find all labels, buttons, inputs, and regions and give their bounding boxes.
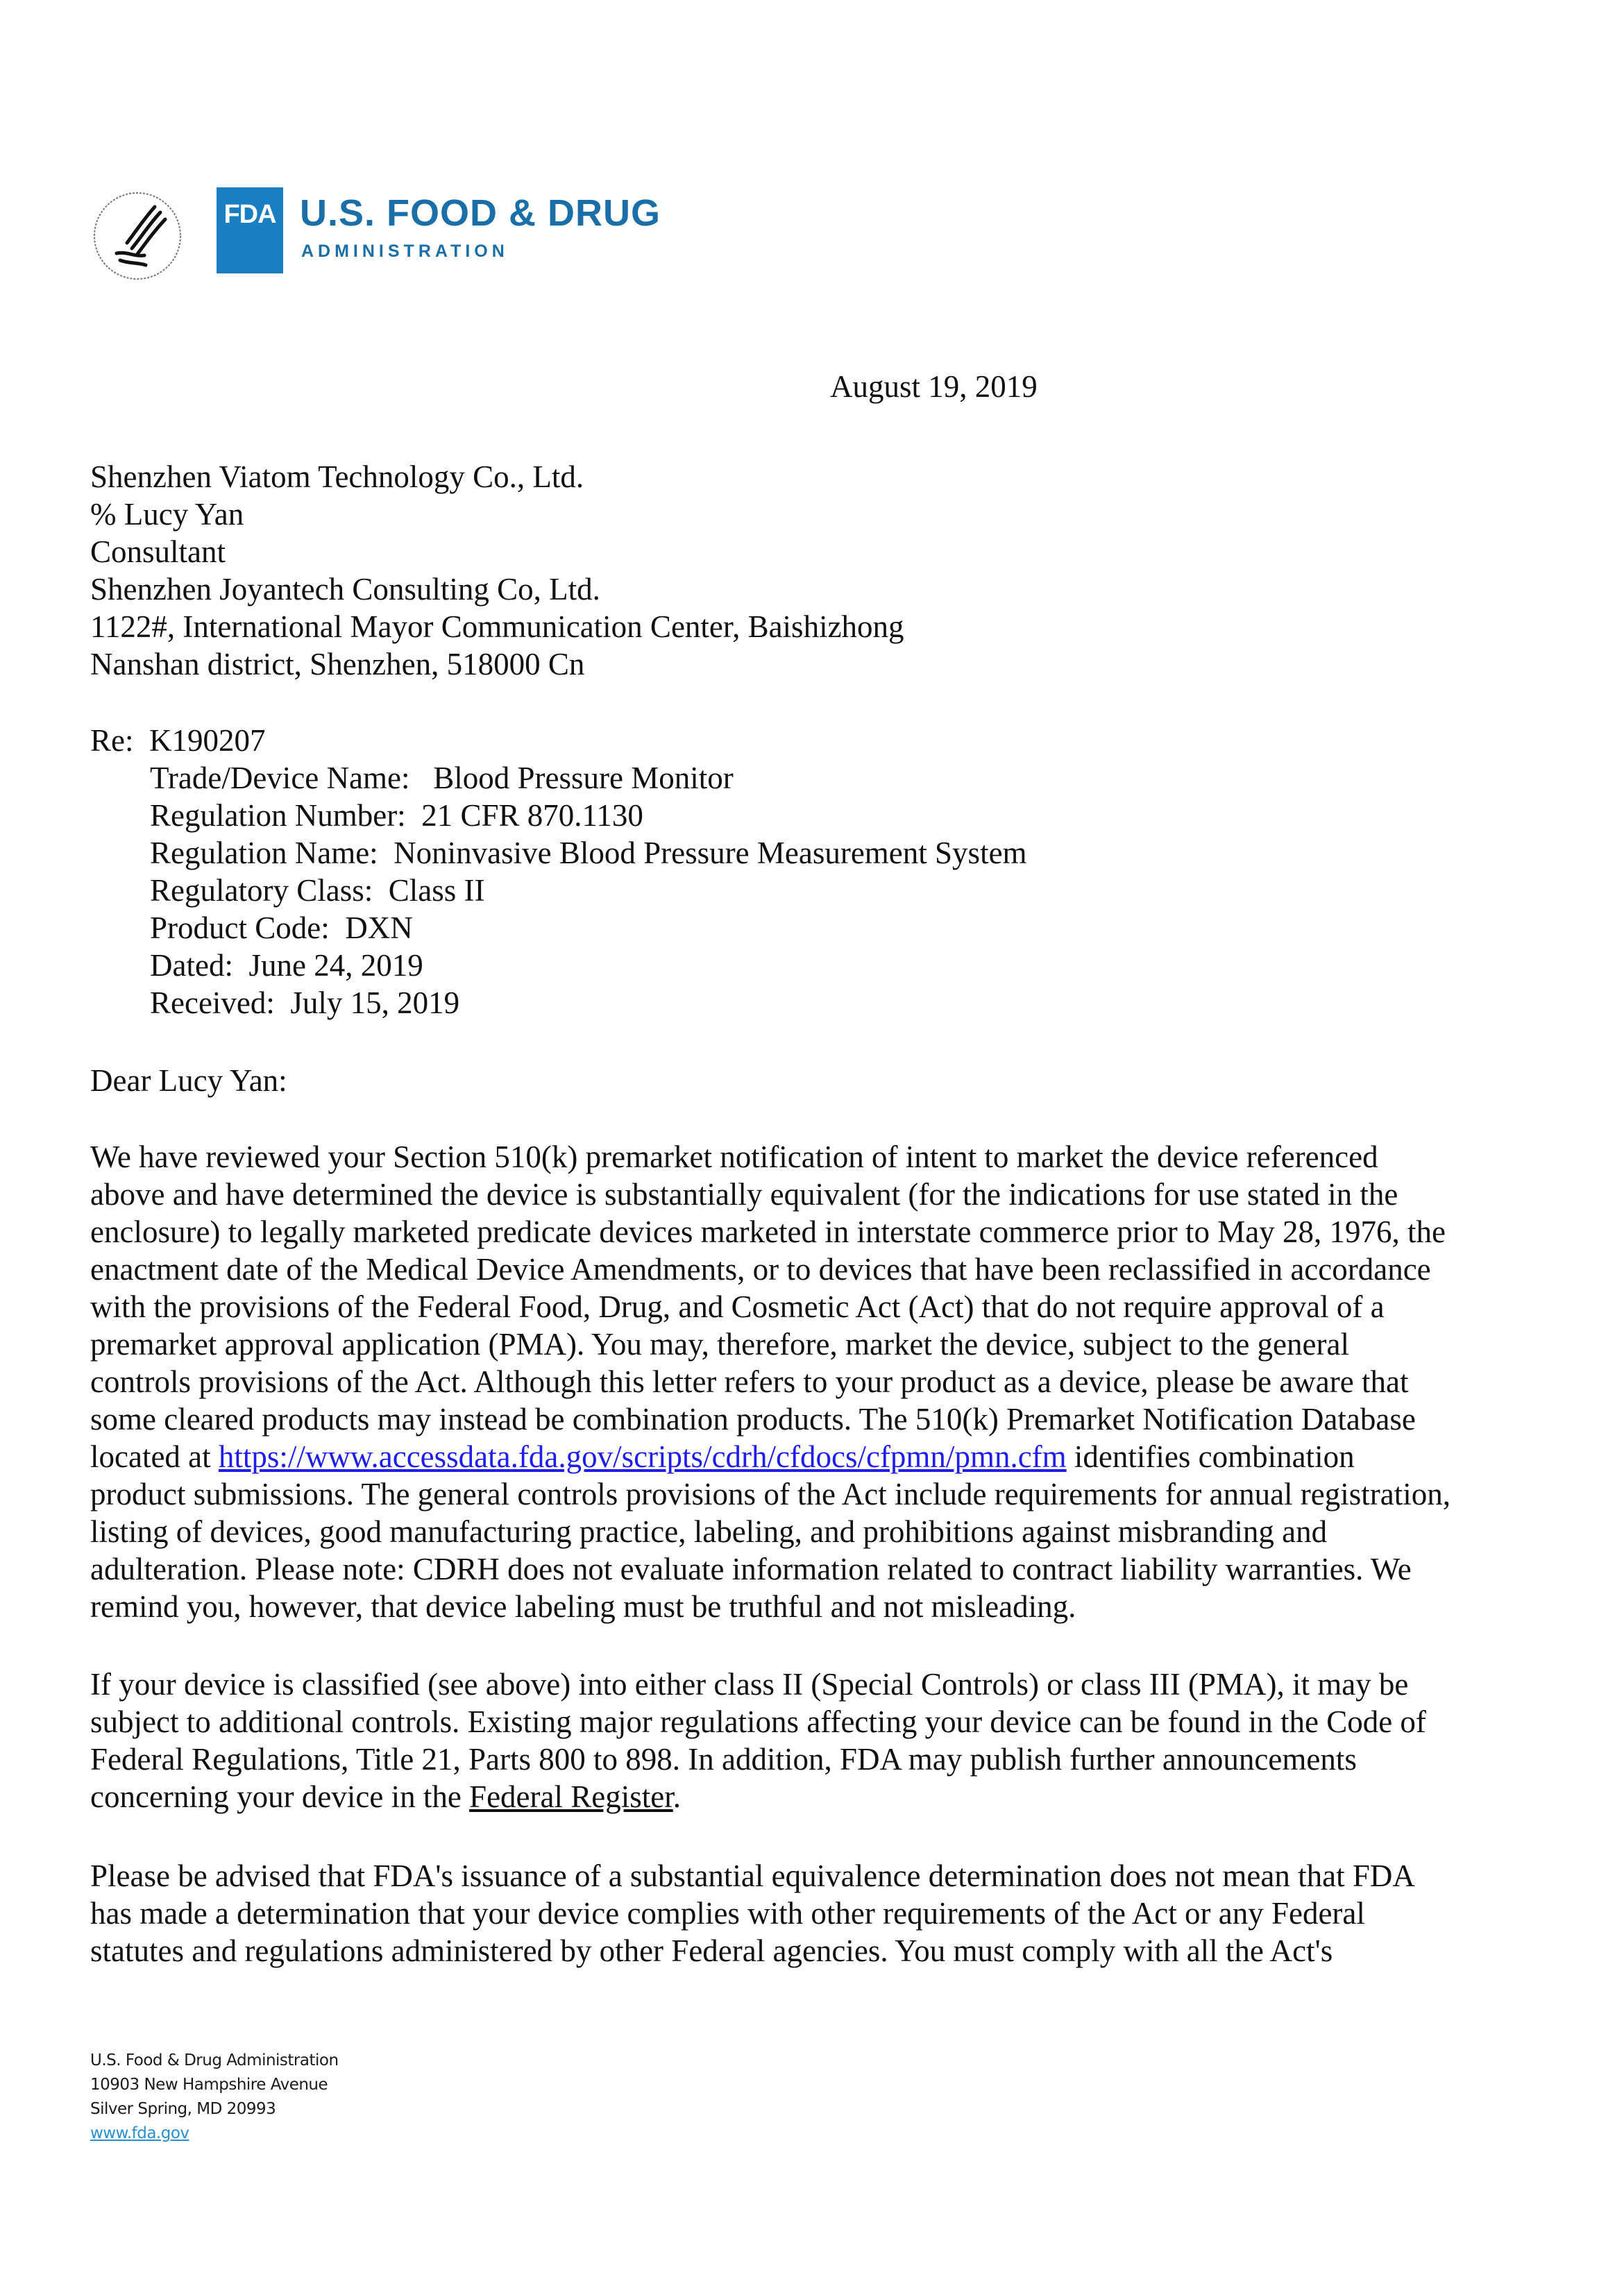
field-value: Noninvasive Blood Pressure Measurement System xyxy=(394,836,1027,870)
field-value: DXN xyxy=(345,911,413,945)
recipient-address xyxy=(90,458,904,683)
text-line: Please be advised that FDA's issuance of a substantial equivalence determination does not mean that FDA xyxy=(90,1858,1415,1893)
footer-line: Silver Spring, MD 20993 xyxy=(90,2100,276,2118)
address-line: Shenzhen Joyantech Consulting Co, Ltd. xyxy=(90,572,600,607)
text-line: premarket approval application (PMA). You may, therefore, market the device, subject to the general xyxy=(90,1327,1349,1362)
text-line: subject to additional controls. Existing major regulations affecting your device can be found in the Code of xyxy=(90,1704,1426,1739)
text-line: enclosure) to legally marketed predicate devices marketed in interstate commerce prior to May 28, 1976, the xyxy=(90,1214,1446,1249)
re-field xyxy=(90,797,1027,834)
fda-website-link[interactable]: www.fda.gov xyxy=(90,2124,189,2142)
field-value: June 24, 2019 xyxy=(248,948,423,983)
text-line: listing of devices, good manufacturing practice, labeling, and prohibitions against misbranding and xyxy=(90,1514,1328,1549)
k-number: K190207 xyxy=(149,723,266,758)
federal-register-reference: Federal Register xyxy=(469,1779,673,1814)
re-field xyxy=(90,909,1027,947)
fda-logo-text: FDA xyxy=(223,200,276,229)
salutation: Dear Lucy Yan: xyxy=(90,1063,287,1098)
address-line: Nanshan district, Shenzhen, 518000 Cn xyxy=(90,647,585,681)
re-field xyxy=(90,872,1027,909)
agency-name: U.S. FOOD & DRUG xyxy=(300,192,661,234)
footer-line: 10903 New Hampshire Avenue xyxy=(90,2076,328,2094)
address-line: 1122#, International Mayor Communication Center, Baishizhong xyxy=(90,609,904,644)
text-fragment: identifies combination xyxy=(1066,1439,1355,1474)
re-field xyxy=(90,947,1027,984)
field-value: July 15, 2019 xyxy=(290,985,460,1020)
hhs-eagle-seal-icon xyxy=(89,187,186,285)
field-label: Dated: xyxy=(150,948,233,983)
re-block xyxy=(90,722,1027,1022)
field-value: Blood Pressure Monitor xyxy=(433,761,734,795)
text-line: enactment date of the Medical Device Amendments, or to devices that have been reclassified in accordance xyxy=(90,1252,1431,1287)
field-value: Class II xyxy=(388,873,485,908)
text-line: If your device is classified (see above) into either class II (Special Controls) or class III (PMA), it may be xyxy=(90,1667,1409,1702)
text-line xyxy=(90,1778,1541,1815)
field-label: Trade/Device Name: xyxy=(150,761,410,795)
agency-subtitle: ADMINISTRATION xyxy=(301,242,509,261)
text-line: remind you, however, that device labeling must be truthful and not misleading. xyxy=(90,1589,1076,1624)
text-line: statutes and regulations administered by other Federal agencies. You must comply with all the Act's xyxy=(90,1933,1333,1968)
re-field xyxy=(90,834,1027,872)
re-line xyxy=(90,722,1027,759)
text-line: has made a determination that your device complies with other requirements of the Act or any Federal xyxy=(90,1896,1365,1931)
text-line: with the provisions of the Federal Food, Drug, and Cosmetic Act (Act) that do not require approval of a xyxy=(90,1289,1385,1324)
text-fragment: concerning your device in the xyxy=(90,1779,470,1814)
field-label: Regulation Number: xyxy=(150,798,406,833)
paragraph-510k-determination xyxy=(90,1138,1541,1625)
field-value: 21 CFR 870.1130 xyxy=(421,798,643,833)
text-line: product submissions. The general controls provisions of the Act include requirements for annual registration, xyxy=(90,1477,1450,1511)
text-line: adulteration. Please note: CDRH does not evaluate information related to contract liability warranties. We xyxy=(90,1552,1412,1586)
re-field xyxy=(90,759,1027,797)
address-line: Shenzhen Viatom Technology Co., Ltd. xyxy=(90,459,584,494)
paragraph-additional-controls xyxy=(90,1666,1541,1815)
text-line-with-link xyxy=(90,1438,1541,1475)
text-fragment: located at xyxy=(90,1439,219,1474)
field-label: Regulation Name: xyxy=(150,836,378,870)
footer-address xyxy=(90,2049,339,2146)
field-label: Regulatory Class: xyxy=(150,873,373,908)
address-line: % Lucy Yan xyxy=(90,497,244,532)
field-label: Product Code: xyxy=(150,911,330,945)
letter-date: August 19, 2019 xyxy=(830,369,1038,404)
text-line: Federal Regulations, Title 21, Parts 800 to 898. In addition, FDA may publish further announcements xyxy=(90,1742,1357,1777)
address-line: Consultant xyxy=(90,534,226,569)
pmn-database-link[interactable]: https://www.accessdata.fda.gov/scripts/cdrh/cfdocs/cfpmn/pmn.cfm xyxy=(218,1439,1067,1474)
footer-line: U.S. Food & Drug Administration xyxy=(90,2051,339,2069)
text-line: controls provisions of the Act. Although this letter refers to your product as a device, please be aware that xyxy=(90,1364,1409,1399)
text-fragment: . xyxy=(673,1779,681,1814)
re-label: Re: xyxy=(90,723,134,758)
fda-logo-box xyxy=(217,187,283,273)
text-line: We have reviewed your Section 510(k) premarket notification of intent to market the device referenced xyxy=(90,1140,1378,1174)
text-line: some cleared products may instead be combination products. The 510(k) Premarket Notification Database xyxy=(90,1402,1416,1437)
re-field xyxy=(90,984,1027,1022)
paragraph-advisory xyxy=(90,1857,1541,1970)
text-line: above and have determined the device is substantially equivalent (for the indications for use stated in the xyxy=(90,1177,1398,1212)
field-label: Received: xyxy=(150,985,275,1020)
